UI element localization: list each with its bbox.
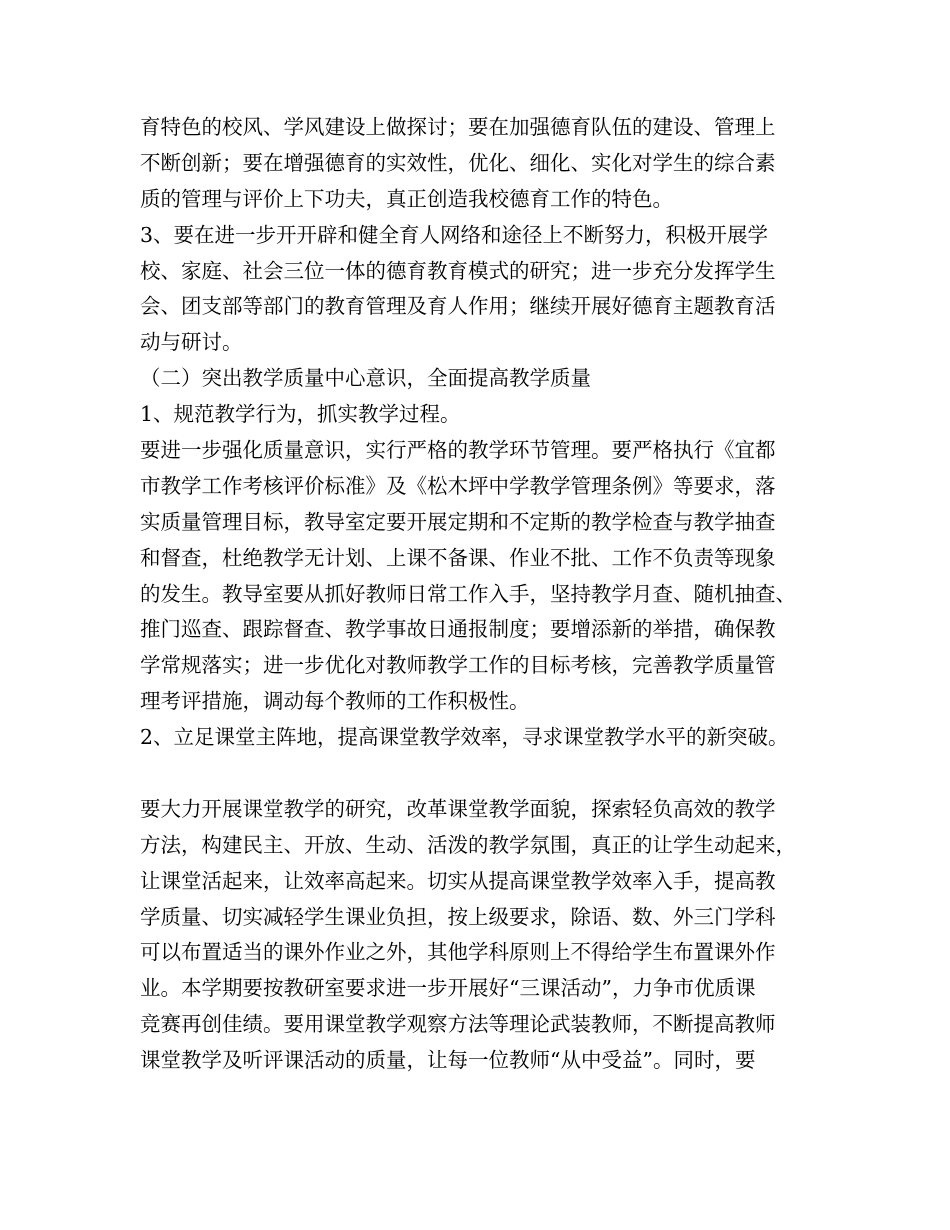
text-line: 育特色的校风、学风建设上做探讨；要在加强德育队伍的建设、管理上	[140, 115, 776, 139]
text-line: 实质量管理目标，教导室定要开展定期和不定斯的教学检查与教学抽查	[140, 509, 776, 534]
text-line: 不断创新；要在增强德育的实效性，优化、细化、实化对学生的综合素	[140, 150, 776, 175]
text-line: 业。本学期要按教研室要求进一步开展好“三课活动”，力争市优质课	[140, 976, 756, 1001]
section-heading: （二）突出教学质量中心意识，全面提高教学质量	[140, 366, 591, 391]
text-line: 方法，构建民主、开放、生动、活泼的教学氛围，真正的让学生动起来，	[140, 832, 796, 857]
body-text	[140, 110, 840, 1079]
text-line: 学质量、切实减轻学生课业负担，按上级要求，除语、数、外三门学科	[140, 904, 776, 929]
blank-line	[140, 756, 840, 792]
text-line: 会、团支部等部门的教育管理及育人作用；继续开展好德育主题教育活	[140, 294, 776, 319]
text-line: 推门巡查、跟踪督查、教学事故日通报制度；要增添新的举措，确保教	[140, 617, 776, 642]
text-line: 3、要在进一步开开辟和健全育人网络和途径上不断努力，积极开展学	[140, 222, 769, 247]
text-line: 理考评措施，调动每个教师的工作积极性。	[140, 689, 530, 714]
text-line: 和督查，杜绝教学无计划、上课不备课、作业不批、工作不负责等现象	[140, 545, 776, 570]
text-line: 的发生。教导室要从抓好教师日常工作入手，坚持教学月查、随机抽查、	[140, 581, 796, 606]
subsection-heading: 2、立足课堂主阵地，提高课堂教学效率，寻求课堂教学水平的新突破。	[140, 725, 789, 750]
subsection-heading: 1、规范教学行为，抓实教学过程。	[140, 402, 461, 427]
text-line: 让课堂活起来，让效率高起来。切实从提高课堂教学效率入手，提高教	[140, 868, 776, 893]
text-line: 要大力开展课堂教学的研究，改革课堂教学面貌，探索轻负高效的教学	[140, 796, 776, 821]
text-line: 动与研讨。	[140, 330, 243, 355]
text-line: 课堂教学及听评课活动的质量，让每一位教师“从中受益”。同时，要	[140, 1048, 756, 1073]
text-line: 校、家庭、社会三位一体的德育教育模式的研究；进一步充分发挥学生	[140, 258, 776, 283]
text-line: 可以布置适当的课外作业之外，其他学科原则上不得给学生布置课外作	[140, 940, 776, 965]
text-line: 要进一步强化质量意识，实行严格的教学环节管理。要严格执行《宜都	[140, 438, 776, 463]
text-line: 竞赛再创佳绩。要用课堂教学观察方法等理论武装教师，不断提高教师	[140, 1012, 776, 1037]
text-line: 学常规落实；进一步优化对教师教学工作的目标考核，完善教学质量管	[140, 653, 776, 678]
text-line: 质的管理与评价上下功夫，真正创造我校德育工作的特色。	[140, 186, 673, 211]
text-line: 市教学工作考核评价标准》及《松木坪中学教学管理条例》等要求，落	[140, 473, 776, 498]
